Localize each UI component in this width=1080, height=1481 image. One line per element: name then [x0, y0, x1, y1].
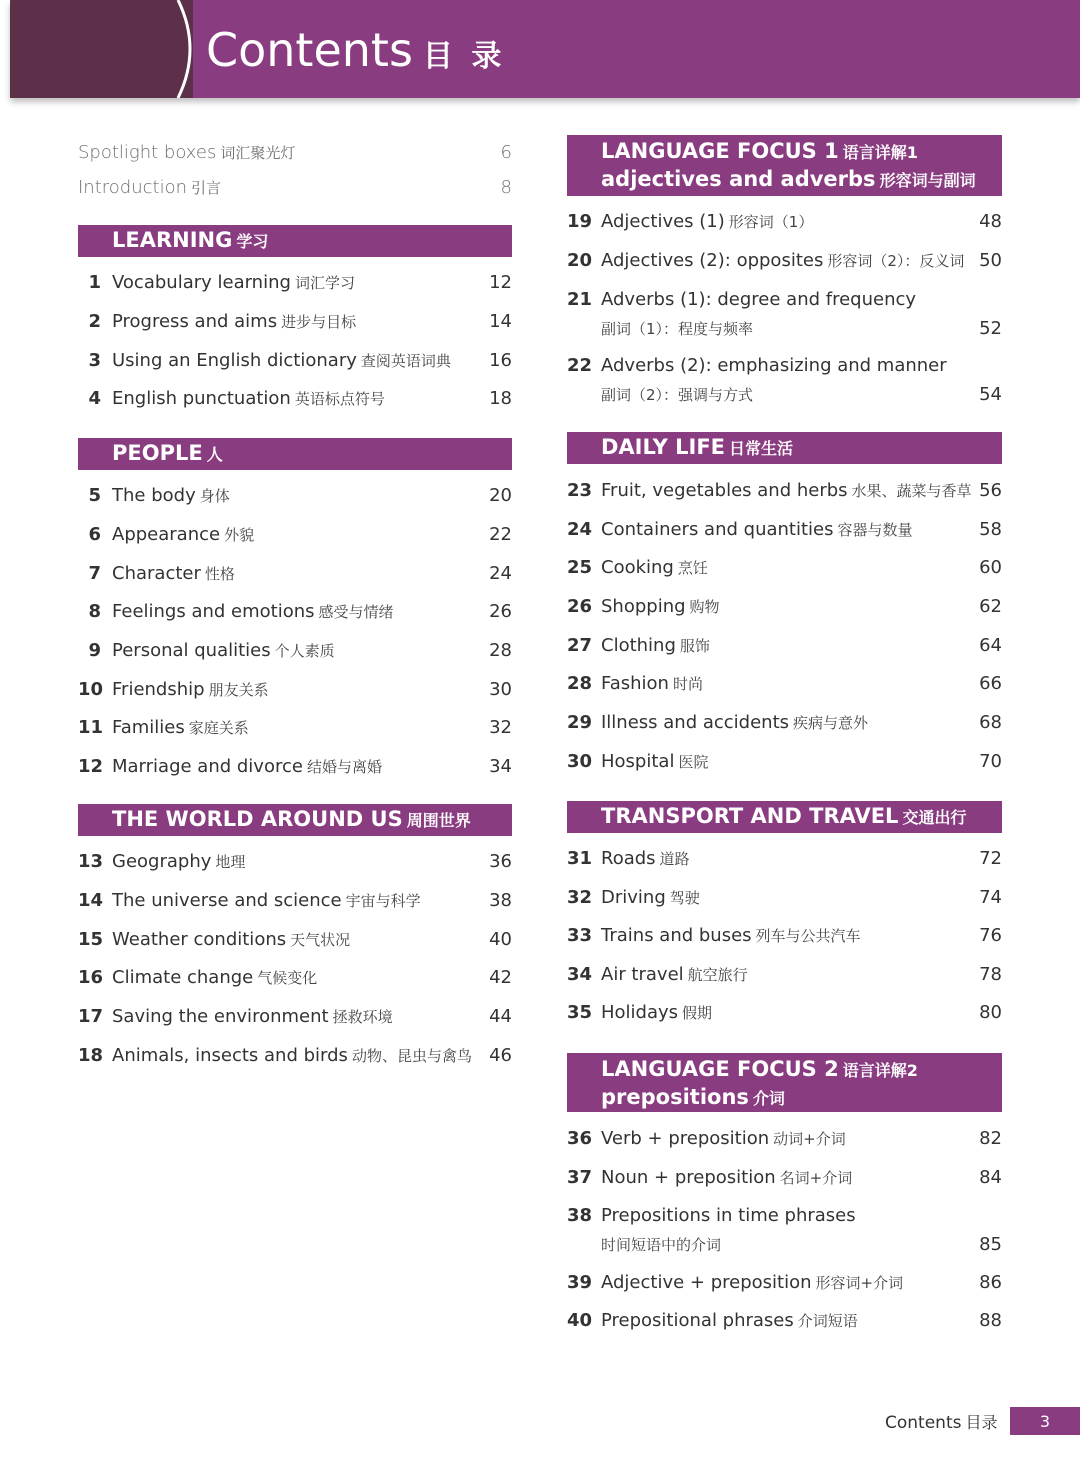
toc-entry[interactable]	[78, 485, 512, 515]
toc-entry[interactable]	[567, 355, 1002, 415]
entry-title	[112, 851, 245, 872]
entry-title	[601, 1128, 846, 1149]
entry-title-cn: 天气状况	[290, 931, 351, 949]
intro-entry[interactable]	[78, 173, 512, 203]
toc-entry[interactable]	[78, 272, 512, 302]
section-subtitle-en: adjectives and adverbs	[601, 167, 876, 191]
toc-entry[interactable]	[78, 388, 512, 418]
entry-number: 37	[567, 1167, 593, 1188]
entry-number: 30	[567, 751, 593, 772]
entry-title-cn: 形容词+介词	[815, 1274, 904, 1292]
entry-title-cn: 宇宙与科学	[345, 892, 421, 910]
entry-number: 17	[78, 1006, 104, 1027]
entry-number: 9	[88, 640, 101, 661]
entry-title	[112, 890, 421, 911]
entry-page: 54	[979, 384, 1002, 405]
toc-entry[interactable]	[78, 756, 512, 786]
entry-title	[112, 563, 235, 584]
entry-page: 84	[979, 1167, 1002, 1188]
entry-title	[112, 272, 355, 293]
toc-entry[interactable]	[567, 557, 1002, 587]
entry-number: 28	[567, 673, 593, 694]
section-title-en: LANGUAGE FOCUS 1	[601, 139, 839, 163]
entry-title-cn: 英语标点符号	[294, 390, 385, 408]
entry-page: 6	[500, 142, 512, 163]
entry-number: 27	[567, 635, 593, 656]
toc-entry[interactable]	[567, 964, 1002, 994]
section-subtitle-en: prepositions	[601, 1085, 749, 1109]
section-subtitle-cn: 形容词与副词	[879, 171, 976, 190]
entry-page: 68	[979, 712, 1002, 733]
toc-entry[interactable]	[567, 887, 1002, 917]
entry-title-en: Driving	[601, 887, 666, 908]
entry-title	[112, 1006, 393, 1027]
entry-number: 39	[567, 1272, 593, 1293]
entry-title-cn: 身体	[199, 487, 230, 505]
section-header	[567, 135, 1002, 196]
toc-entry[interactable]	[567, 1205, 1002, 1265]
toc-entry[interactable]	[567, 289, 1002, 349]
entry-title	[112, 388, 385, 409]
toc-entry[interactable]	[567, 211, 1002, 241]
toc-entry[interactable]	[567, 1272, 1002, 1302]
entry-number: 2	[88, 311, 101, 332]
toc-entry[interactable]	[78, 350, 512, 380]
toc-entry[interactable]	[78, 524, 512, 554]
section-title-en: DAILY LIFE	[601, 435, 726, 459]
entry-title-cn: 容器与数量	[837, 521, 913, 539]
entry-page: 88	[979, 1310, 1002, 1331]
entry-page: 50	[979, 250, 1002, 271]
entry-title-en: Progress and aims	[112, 311, 278, 332]
footer-text-cn: 目录	[965, 1413, 998, 1432]
entry-title-cn: 个人素质	[274, 642, 335, 660]
toc-entry[interactable]	[78, 890, 512, 920]
entry-page: 30	[489, 679, 512, 700]
entry-number: 5	[88, 485, 101, 506]
section-title-cn: 语言详解2	[842, 1061, 918, 1080]
entry-title-en: Saving the environment	[112, 1006, 329, 1027]
entry-title-cn: 医院	[678, 753, 709, 771]
entry-title-en: Adjectives (1)	[601, 211, 725, 232]
toc-entry[interactable]	[78, 563, 512, 593]
header-curve	[150, 0, 210, 98]
toc-entry[interactable]	[78, 1045, 512, 1075]
entry-title-cn: 购物	[689, 598, 720, 616]
entry-title	[112, 967, 317, 988]
entry-title-en: Holidays	[601, 1002, 679, 1023]
entry-title-en: Personal qualities	[112, 640, 271, 661]
entry-title-en: Climate change	[112, 967, 254, 988]
entry-title-cn: 感受与情绪	[318, 603, 394, 621]
entry-title-en: Prepositions in time phrases	[601, 1205, 856, 1226]
entry-number: 25	[567, 557, 593, 578]
entry-title	[601, 1167, 852, 1188]
page-title	[206, 20, 505, 87]
entry-title-cn: 词汇聚光灯	[220, 144, 296, 162]
page-number: 3	[1039, 1411, 1051, 1431]
entry-title	[601, 925, 861, 946]
section-title-en: TRANSPORT AND TRAVEL	[601, 804, 899, 828]
entry-number: 6	[88, 524, 101, 545]
toc-entry[interactable]	[567, 925, 1002, 955]
toc-entry[interactable]	[567, 480, 1002, 510]
section-title	[601, 435, 793, 459]
section-title	[112, 807, 471, 831]
entry-title-en: Trains and buses	[601, 925, 752, 946]
entry-title	[112, 350, 451, 371]
entry-title-en: Animals, insects and birds	[112, 1045, 348, 1066]
entry-page: 26	[489, 601, 512, 622]
entry-page: 82	[979, 1128, 1002, 1149]
entry-title	[78, 142, 295, 163]
entry-number: 16	[78, 967, 104, 988]
section-header	[567, 801, 1002, 833]
entry-page: 32	[489, 717, 512, 738]
entry-number: 11	[78, 717, 104, 738]
entry-page: 86	[979, 1272, 1002, 1293]
section-title-cn: 人	[206, 445, 223, 464]
toc-entry[interactable]	[78, 851, 512, 881]
entry-title-en: Weather conditions	[112, 929, 287, 950]
entry-number: 7	[88, 563, 101, 584]
entry-page: 85	[979, 1234, 1002, 1255]
entry-page: 58	[979, 519, 1002, 540]
entry-page: 56	[979, 480, 1002, 501]
entry-page: 12	[489, 272, 512, 293]
entry-title-en: Hospital	[601, 751, 675, 772]
entry-page: 44	[489, 1006, 512, 1027]
entry-title-en: Adverbs (1): degree and frequency	[601, 289, 917, 310]
entry-number: 13	[78, 851, 104, 872]
entry-title-en: Spotlight boxes	[78, 142, 217, 163]
entry-title	[601, 211, 813, 232]
toc-entry[interactable]	[78, 929, 512, 959]
entry-title-en: Adjective + preposition	[601, 1272, 812, 1293]
toc-entry[interactable]	[567, 1128, 1002, 1158]
toc-entry[interactable]	[567, 712, 1002, 742]
section-header	[78, 804, 512, 836]
entry-title	[601, 1310, 858, 1331]
entry-title-en: The universe and science	[112, 890, 342, 911]
toc-entry[interactable]	[567, 635, 1002, 665]
section-subtitle	[601, 1085, 785, 1109]
entry-number: 21	[567, 289, 593, 310]
entry-title-en: Character	[112, 563, 201, 584]
entry-number: 20	[567, 250, 593, 271]
section-title-en: THE WORLD AROUND US	[112, 807, 403, 831]
entry-number: 40	[567, 1310, 593, 1331]
entry-title	[112, 601, 394, 622]
toc-entry[interactable]	[78, 640, 512, 670]
entry-title-cn: 疾病与意外	[793, 714, 869, 732]
entry-title	[601, 250, 964, 271]
section-header	[78, 225, 512, 257]
entry-page: 80	[979, 1002, 1002, 1023]
entry-title-en: Marriage and divorce	[112, 756, 303, 777]
toc-entry[interactable]	[78, 717, 512, 747]
entry-number: 8	[88, 601, 101, 622]
entry-number: 32	[567, 887, 593, 908]
entry-title-cn: 引言	[191, 179, 222, 197]
toc-entry[interactable]	[567, 596, 1002, 626]
entry-subtitle-cn: 副词（1）：程度与频率	[601, 320, 754, 338]
entry-page: 78	[979, 964, 1002, 985]
entry-title-cn: 地理	[215, 853, 246, 871]
entry-number: 15	[78, 929, 104, 950]
entry-number: 18	[78, 1045, 104, 1066]
entry-page: 48	[979, 211, 1002, 232]
entry-title	[601, 596, 720, 617]
page-header	[10, 0, 1080, 98]
entry-title-en: Introduction	[78, 177, 188, 198]
entry-title-cn: 家庭关系	[188, 719, 249, 737]
entry-title-cn: 列车与公共汽车	[755, 927, 861, 945]
entry-title-cn: 航空旅行	[687, 966, 748, 984]
toc-entry[interactable]	[567, 1167, 1002, 1197]
toc-entry[interactable]	[567, 1310, 1002, 1340]
entry-title	[112, 717, 249, 738]
entry-title-en: Verb + preposition	[601, 1128, 770, 1149]
entry-title-cn: 结婚与离婚	[306, 758, 382, 776]
entry-title	[601, 673, 703, 694]
entry-page: 22	[489, 524, 512, 545]
entry-page: 28	[489, 640, 512, 661]
entry-title-en: Families	[112, 717, 185, 738]
page-title-en: Contents	[206, 23, 413, 77]
entry-title	[601, 1002, 712, 1023]
entry-title-cn: 拯救环境	[332, 1008, 393, 1026]
toc-entry[interactable]	[78, 679, 512, 709]
entry-title-en: Friendship	[112, 679, 205, 700]
entry-title	[78, 177, 221, 198]
entry-page: 46	[489, 1045, 512, 1066]
entry-subtitle-cn: 时间短语中的介词	[601, 1236, 722, 1254]
section-title-en: PEOPLE	[112, 441, 203, 465]
toc-entry[interactable]	[567, 751, 1002, 781]
entry-number: 22	[567, 355, 593, 376]
page-number-badge	[1010, 1407, 1080, 1435]
entry-title-en: Illness and accidents	[601, 712, 790, 733]
toc-entry[interactable]	[567, 848, 1002, 878]
entry-title-en: Shopping	[601, 596, 686, 617]
entry-page: 62	[979, 596, 1002, 617]
entry-title-en: Containers and quantities	[601, 519, 834, 540]
entry-title	[601, 751, 708, 772]
entry-title	[112, 640, 335, 661]
toc-entry[interactable]	[78, 311, 512, 341]
entry-number: 24	[567, 519, 593, 540]
entry-title	[112, 485, 230, 506]
entry-title	[112, 756, 382, 777]
entry-title	[112, 929, 350, 950]
entry-page: 60	[979, 557, 1002, 578]
entry-number: 10	[78, 679, 104, 700]
entry-title	[112, 679, 269, 700]
entry-title	[601, 355, 947, 376]
section-header	[567, 1053, 1002, 1112]
entry-title-cn: 介词短语	[797, 1312, 858, 1330]
entry-page: 14	[489, 311, 512, 332]
entry-title	[601, 519, 913, 540]
entry-number: 29	[567, 712, 593, 733]
entry-title-en: Appearance	[112, 524, 221, 545]
entry-title-en: Roads	[601, 848, 656, 869]
toc-entry[interactable]	[567, 250, 1002, 280]
entry-title-cn: 进步与目标	[281, 313, 357, 331]
entry-title-en: Adjectives (2): opposites	[601, 250, 824, 271]
entry-title-cn: 外貌	[224, 526, 255, 544]
entry-title	[601, 480, 972, 501]
entry-title-cn: 形容词（2）：反义词	[827, 252, 965, 270]
entry-title-cn: 道路	[659, 850, 690, 868]
entry-title	[112, 1045, 472, 1066]
entry-title-cn: 驾驶	[669, 889, 700, 907]
section-header	[78, 438, 512, 470]
entry-title	[112, 311, 356, 332]
section-title	[601, 804, 966, 828]
toc-entry[interactable]	[567, 673, 1002, 703]
entry-number: 26	[567, 596, 593, 617]
entry-title-cn: 烹饪	[677, 559, 708, 577]
section-subtitle-cn: 介词	[752, 1089, 785, 1108]
entry-title-en: Feelings and emotions	[112, 601, 315, 622]
entry-title-en: Cooking	[601, 557, 674, 578]
footer-text: Contents	[885, 1413, 962, 1433]
entry-title-cn: 水果、蔬菜与香草	[851, 482, 972, 500]
entry-title-cn: 气候变化	[257, 969, 318, 987]
entry-page: 70	[979, 751, 1002, 772]
section-subtitle	[601, 167, 976, 191]
entry-title-cn: 词汇学习	[294, 274, 355, 292]
entry-title-en: Prepositional phrases	[601, 1310, 794, 1331]
entry-title-cn: 服饰	[679, 637, 710, 655]
entry-title	[601, 712, 868, 733]
entry-page: 66	[979, 673, 1002, 694]
entry-page: 18	[489, 388, 512, 409]
entry-title-cn: 时尚	[672, 675, 703, 693]
section-title-cn: 语言详解1	[842, 143, 918, 162]
toc-entry[interactable]	[567, 519, 1002, 549]
entry-page: 72	[979, 848, 1002, 869]
entry-title-en: Clothing	[601, 635, 676, 656]
entry-subtitle-cn: 副词（2）：强调与方式	[601, 386, 754, 404]
entry-title-cn: 动词+介词	[773, 1130, 846, 1148]
entry-title-cn: 查阅英语词典	[360, 352, 451, 370]
section-title-en: LANGUAGE FOCUS 2	[601, 1057, 839, 1081]
entry-page: 52	[979, 318, 1002, 339]
entry-page: 20	[489, 485, 512, 506]
entry-number: 14	[78, 890, 104, 911]
entry-page: 76	[979, 925, 1002, 946]
section-title-cn: 学习	[236, 232, 269, 251]
entry-number: 36	[567, 1128, 593, 1149]
entry-title-en: Noun + preposition	[601, 1167, 776, 1188]
entry-page: 40	[489, 929, 512, 950]
entry-title	[601, 1272, 903, 1293]
entry-number: 33	[567, 925, 593, 946]
entry-number: 12	[78, 756, 104, 777]
entry-number: 4	[88, 388, 101, 409]
toc-entry[interactable]	[78, 967, 512, 997]
entry-number: 23	[567, 480, 593, 501]
entry-title-cn: 形容词（1）	[728, 213, 814, 231]
entry-title	[112, 524, 254, 545]
entry-number: 31	[567, 848, 593, 869]
entry-title	[601, 887, 700, 908]
toc-entry[interactable]	[78, 601, 512, 631]
entry-title-en: Fruit, vegetables and herbs	[601, 480, 848, 501]
section-title-cn: 交通出行	[902, 808, 967, 827]
entry-page: 24	[489, 563, 512, 584]
toc-entry[interactable]	[567, 1002, 1002, 1032]
entry-title-en: The body	[112, 485, 196, 506]
entry-title-en: Using an English dictionary	[112, 350, 357, 371]
intro-entry[interactable]	[78, 138, 512, 168]
section-title	[112, 441, 223, 465]
entry-title	[601, 964, 748, 985]
entry-number: 38	[567, 1205, 593, 1226]
entry-number: 1	[88, 272, 101, 293]
entry-number: 34	[567, 964, 593, 985]
section-title	[112, 228, 268, 252]
entry-page: 36	[489, 851, 512, 872]
entry-page: 64	[979, 635, 1002, 656]
entry-page: 38	[489, 890, 512, 911]
section-title	[601, 1057, 918, 1081]
section-header	[567, 432, 1002, 464]
entry-number: 19	[567, 211, 593, 232]
entry-page: 16	[489, 350, 512, 371]
entry-title-en: Air travel	[601, 964, 684, 985]
section-title-en: LEARNING	[112, 228, 233, 252]
entry-title	[601, 635, 710, 656]
entry-title-cn: 性格	[204, 565, 235, 583]
entry-title-en: Geography	[112, 851, 212, 872]
entry-title-cn: 假期	[682, 1004, 713, 1022]
entry-page: 42	[489, 967, 512, 988]
section-title-cn: 日常生活	[729, 439, 794, 458]
entry-title	[601, 848, 690, 869]
footer-label	[885, 1410, 997, 1433]
entry-title-en: Fashion	[601, 673, 669, 694]
entry-title-cn: 名词+介词	[779, 1169, 853, 1187]
entry-title-cn: 动物、昆虫与禽鸟	[351, 1047, 472, 1065]
entry-title-en: English punctuation	[112, 388, 291, 409]
entry-title	[601, 557, 708, 578]
entry-title-en: Adverbs (2): emphasizing and manner	[601, 355, 947, 376]
section-title	[601, 139, 918, 163]
entry-number: 35	[567, 1002, 593, 1023]
page-title-cn: 目 录	[422, 39, 506, 74]
entry-title-en: Vocabulary learning	[112, 272, 291, 293]
entry-title-cn: 朋友关系	[208, 681, 269, 699]
entry-page: 8	[500, 177, 512, 198]
toc-entry[interactable]	[78, 1006, 512, 1036]
entry-page: 34	[489, 756, 512, 777]
entry-title	[601, 1205, 856, 1226]
entry-number: 3	[88, 350, 101, 371]
entry-title	[601, 289, 916, 310]
section-title-cn: 周围世界	[406, 811, 471, 830]
entry-page: 74	[979, 887, 1002, 908]
